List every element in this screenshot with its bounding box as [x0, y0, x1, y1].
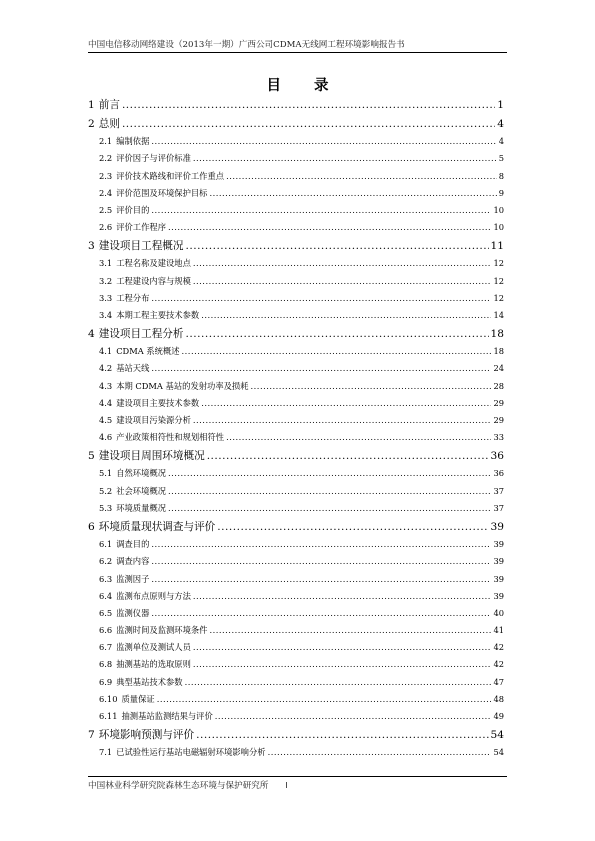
toc-entry-page: 29	[493, 415, 504, 425]
toc-entry-page: 24	[493, 363, 504, 374]
toc-entry-title: 社会环境概况	[116, 485, 166, 496]
toc-dot-leader	[193, 659, 492, 669]
toc-entry-number: 4.3	[99, 380, 113, 391]
toc-entry-page: 54	[493, 747, 504, 758]
toc-entry-page: 29	[493, 397, 504, 408]
toc-dot-leader	[193, 153, 497, 163]
toc-dot-leader	[168, 468, 491, 478]
page-title: 目 录	[266, 77, 343, 94]
toc-dot-leader	[185, 677, 492, 687]
toc-dot-leader	[193, 591, 492, 601]
toc-entry-number: 6	[88, 521, 95, 534]
toc-entry-number: 4.6	[99, 432, 113, 443]
toc-entry-number: 6.5	[99, 607, 113, 618]
toc-dot-leader	[122, 118, 495, 130]
toc-entry-title: 监测因子	[116, 573, 150, 584]
toc-entry[interactable]	[88, 448, 504, 467]
toc-entry[interactable]	[88, 309, 504, 326]
toc-entry-number: 3	[88, 240, 95, 253]
toc-entry-number: 6.10	[99, 693, 118, 704]
toc-dot-leader	[217, 521, 488, 533]
toc-entry-page: 37	[493, 485, 504, 496]
toc-dot-leader	[151, 363, 491, 373]
toc-entry-number: 3.1	[99, 258, 113, 269]
toc-entry[interactable]	[88, 238, 504, 257]
toc-entry[interactable]	[88, 431, 504, 448]
toc-entry-number: 2.5	[99, 204, 113, 215]
toc-entry-page: 36	[493, 468, 504, 479]
toc-entry-page: 39	[490, 521, 504, 534]
toc-dot-leader	[196, 729, 488, 741]
toc-entry-page: 9	[498, 187, 504, 198]
toc-entry-title: 工程名称及建设地点	[116, 258, 191, 269]
toc-entry[interactable]	[88, 607, 504, 624]
toc-entry-number: 6.11	[99, 711, 118, 721]
toc-entry-title: 环境质量概况	[116, 502, 166, 513]
toc-entry-number: 2.6	[99, 222, 113, 233]
toc-dot-leader	[186, 328, 489, 340]
toc-entry-title: 监测时间及监测环境条件	[116, 625, 208, 636]
toc-entry-title: 本期工程主要技术参数	[116, 309, 200, 320]
toc-entry-number: 4.5	[99, 415, 113, 425]
toc-dot-leader	[193, 276, 492, 286]
toc-entry[interactable]	[88, 676, 504, 693]
toc-dot-leader	[201, 310, 491, 320]
running-footer	[88, 779, 288, 791]
toc-entry[interactable]	[88, 746, 504, 763]
toc-dot-leader	[157, 694, 492, 704]
toc-entry-title: 工程分布	[116, 292, 150, 303]
toc-dot-leader	[151, 556, 491, 566]
toc-entry-number: 2	[88, 118, 95, 131]
toc-entry-number: 5.2	[99, 485, 113, 496]
toc-entry[interactable]	[88, 97, 504, 116]
toc-entry[interactable]	[88, 275, 504, 292]
toc-entry-page: 37	[493, 502, 504, 513]
toc-entry-page: 39	[493, 590, 504, 601]
toc-entry-title: 建设项目主要技术参数	[116, 397, 200, 408]
toc-entry[interactable]	[88, 555, 504, 572]
toc-entry-number: 6.6	[99, 625, 113, 636]
toc-dot-leader	[251, 381, 492, 391]
toc-entry-number: 2.2	[99, 153, 113, 164]
toc-entry[interactable]	[88, 414, 504, 431]
toc-dot-leader	[226, 432, 491, 442]
running-header: 中国电信移动网络建设（2013年一期）广西公司CDMA无线网工程环境影响报告书	[88, 40, 405, 50]
toc-entry-page: 4	[498, 136, 504, 147]
toc-entry-number: 2.3	[99, 170, 113, 181]
toc-entry-page: 42	[493, 642, 504, 653]
toc-entry-title: 抽测基站监测结果与评价	[121, 711, 213, 721]
toc-entry-title: 评价因子与评价标准	[116, 153, 191, 164]
toc-entry-number: 6.8	[99, 659, 113, 670]
toc-entry-page: 36	[490, 450, 504, 463]
table-of-contents	[88, 97, 504, 763]
toc-dot-leader	[268, 747, 492, 757]
toc-entry[interactable]	[88, 326, 504, 345]
toc-entry-page: 39	[493, 556, 504, 567]
toc-entry-page: 28	[493, 380, 504, 391]
toc-entry-title: 建设项目污染源分析	[116, 415, 191, 425]
toc-entry-page: 49	[493, 711, 504, 721]
toc-entry[interactable]	[88, 204, 504, 221]
toc-entry-title: 评价范围及环境保护目标	[116, 187, 208, 198]
toc-entry-title: 评价目的	[116, 204, 150, 215]
toc-entry-title: 编制依据	[116, 136, 150, 147]
toc-entry-title: 总则	[98, 118, 120, 131]
toc-entry[interactable]	[88, 362, 504, 379]
toc-entry-number: 7.1	[99, 747, 113, 758]
toc-entry-page: 48	[493, 693, 504, 704]
toc-dot-leader	[151, 205, 491, 215]
toc-entry-page: 12	[493, 258, 504, 269]
toc-entry-title: 质量保证	[121, 693, 155, 704]
toc-dot-leader	[193, 258, 492, 268]
toc-entry-number: 5.1	[99, 468, 113, 479]
toc-entry-title: 建设项目周围环境概况	[98, 450, 205, 463]
toc-entry-page: 1	[497, 99, 504, 111]
toc-dot-leader	[151, 574, 491, 584]
toc-dot-leader	[151, 136, 496, 146]
toc-entry-page: 40	[493, 607, 504, 618]
toc-dot-leader	[151, 608, 491, 618]
toc-entry[interactable]	[88, 135, 504, 152]
toc-dot-leader	[215, 711, 492, 721]
toc-dot-leader	[151, 293, 491, 303]
toc-entry[interactable]	[88, 345, 504, 362]
footer-divider	[88, 776, 507, 777]
toc-entry-number: 3.4	[99, 309, 113, 320]
toc-dot-leader	[207, 450, 489, 462]
toc-dot-leader	[226, 171, 497, 181]
toc-entry[interactable]	[88, 116, 504, 135]
toc-entry-title: 典型基站技术参数	[116, 676, 183, 687]
toc-entry-number: 6.7	[99, 642, 113, 653]
toc-dot-leader	[122, 99, 495, 111]
toc-entry-title: 建设项目工程概况	[98, 240, 184, 253]
toc-dot-leader	[209, 625, 491, 635]
toc-entry-page: 11	[490, 240, 504, 253]
toc-dot-leader	[182, 346, 492, 356]
toc-entry-number: 3.3	[99, 292, 113, 303]
toc-entry-title: 基站天线	[116, 363, 150, 374]
toc-entry-number: 1	[88, 99, 95, 111]
toc-entry-title: CDMA 系统概述	[116, 346, 180, 357]
toc-entry[interactable]	[88, 257, 504, 274]
toc-entry-page: 41	[493, 625, 504, 636]
toc-entry[interactable]	[88, 467, 504, 484]
toc-entry-title: 评价工作程序	[116, 222, 166, 233]
toc-entry-page: 5	[498, 153, 504, 164]
toc-entry-title: 监测仪器	[116, 607, 150, 618]
toc-entry-title: 环境影响预测与评价	[98, 729, 195, 742]
toc-entry-number: 6.2	[99, 556, 113, 567]
toc-entry[interactable]	[88, 502, 504, 519]
toc-entry-title: 评价技术路线和评价工作重点	[116, 170, 225, 181]
toc-entry-page: 42	[493, 659, 504, 670]
toc-entry-title: 工程建设内容与规模	[116, 275, 191, 286]
toc-entry[interactable]	[88, 397, 504, 414]
toc-entry-title: 自然环境概况	[116, 468, 166, 479]
toc-entry-title: 前言	[98, 99, 120, 111]
toc-entry[interactable]	[88, 710, 504, 727]
header-divider	[88, 52, 507, 53]
toc-entry-number: 5.3	[99, 502, 113, 513]
toc-entry-number: 4.2	[99, 363, 113, 374]
toc-entry-number: 2.4	[99, 187, 113, 198]
toc-entry-page: 18	[493, 346, 504, 357]
toc-entry-number: 6.1	[99, 539, 113, 550]
toc-entry-number: 7	[88, 729, 95, 742]
toc-entry-title: 调查内容	[116, 556, 150, 567]
toc-entry-page: 33	[493, 432, 504, 443]
toc-entry-number: 6.3	[99, 573, 113, 584]
toc-entry[interactable]	[88, 573, 504, 590]
toc-entry[interactable]	[88, 187, 504, 204]
footer-page-number: I	[285, 780, 288, 790]
toc-entry-title: 抽测基站的选取原则	[116, 659, 191, 670]
toc-entry[interactable]	[88, 590, 504, 607]
toc-entry-number: 2.1	[99, 136, 113, 147]
toc-entry[interactable]	[88, 624, 504, 641]
toc-dot-leader	[168, 503, 491, 513]
toc-entry-title: 已试验性运行基站电磁辐射环境影响分析	[116, 747, 266, 758]
toc-entry-number: 5	[88, 450, 95, 463]
toc-entry-page: 12	[493, 292, 504, 303]
toc-entry-page: 4	[497, 118, 504, 131]
toc-entry-page: 10	[493, 204, 504, 215]
toc-entry-page: 39	[493, 539, 504, 550]
toc-entry[interactable]	[88, 380, 504, 397]
toc-dot-leader	[168, 486, 491, 496]
toc-entry-page: 47	[493, 676, 504, 687]
toc-entry[interactable]	[88, 538, 504, 555]
toc-entry-number: 4	[88, 328, 95, 341]
toc-entry[interactable]	[88, 221, 504, 238]
toc-entry-number: 6.9	[99, 676, 113, 687]
toc-entry-page: 12	[493, 275, 504, 286]
toc-dot-leader	[193, 415, 492, 425]
toc-entry-page: 8	[498, 170, 504, 181]
toc-entry-page: 18	[490, 328, 504, 341]
toc-entry-title: 环境质量现状调查与评价	[98, 521, 216, 534]
toc-entry-number: 6.4	[99, 590, 113, 601]
toc-entry-number: 4.1	[99, 346, 113, 357]
toc-entry[interactable]	[88, 170, 504, 187]
toc-entry-page: 10	[493, 222, 504, 233]
toc-dot-leader	[209, 188, 496, 198]
toc-entry[interactable]	[88, 519, 504, 538]
toc-dot-leader	[151, 539, 491, 549]
toc-entry-page: 39	[493, 573, 504, 584]
toc-entry[interactable]	[88, 693, 504, 710]
toc-entry[interactable]	[88, 292, 504, 309]
toc-entry-title: 监测布点原则与方法	[116, 590, 191, 601]
toc-entry-title: 监测单位及测试人员	[116, 642, 191, 653]
toc-entry-number: 3.2	[99, 275, 113, 286]
footer-institution: 中国林业科学研究院森林生态环境与保护研究所	[88, 781, 269, 791]
toc-dot-leader	[186, 240, 489, 252]
toc-entry[interactable]	[88, 727, 504, 746]
toc-entry-title: 调查目的	[116, 539, 150, 550]
toc-entry-page: 54	[490, 729, 504, 742]
toc-entry-title: 建设项目工程分析	[98, 328, 184, 341]
toc-dot-leader	[193, 642, 492, 652]
toc-dot-leader	[168, 222, 491, 232]
toc-entry[interactable]	[88, 485, 504, 502]
toc-dot-leader	[201, 398, 491, 408]
toc-entry-number: 4.4	[99, 397, 113, 408]
toc-entry-title: 产业政策相符性和规划相符性	[116, 432, 225, 443]
toc-entry[interactable]	[88, 658, 504, 675]
toc-entry-title: 本期 CDMA 基站的发射功率及损耗	[116, 380, 249, 391]
toc-entry[interactable]	[88, 152, 504, 169]
toc-entry-page: 14	[493, 309, 504, 320]
toc-entry[interactable]	[88, 641, 504, 658]
